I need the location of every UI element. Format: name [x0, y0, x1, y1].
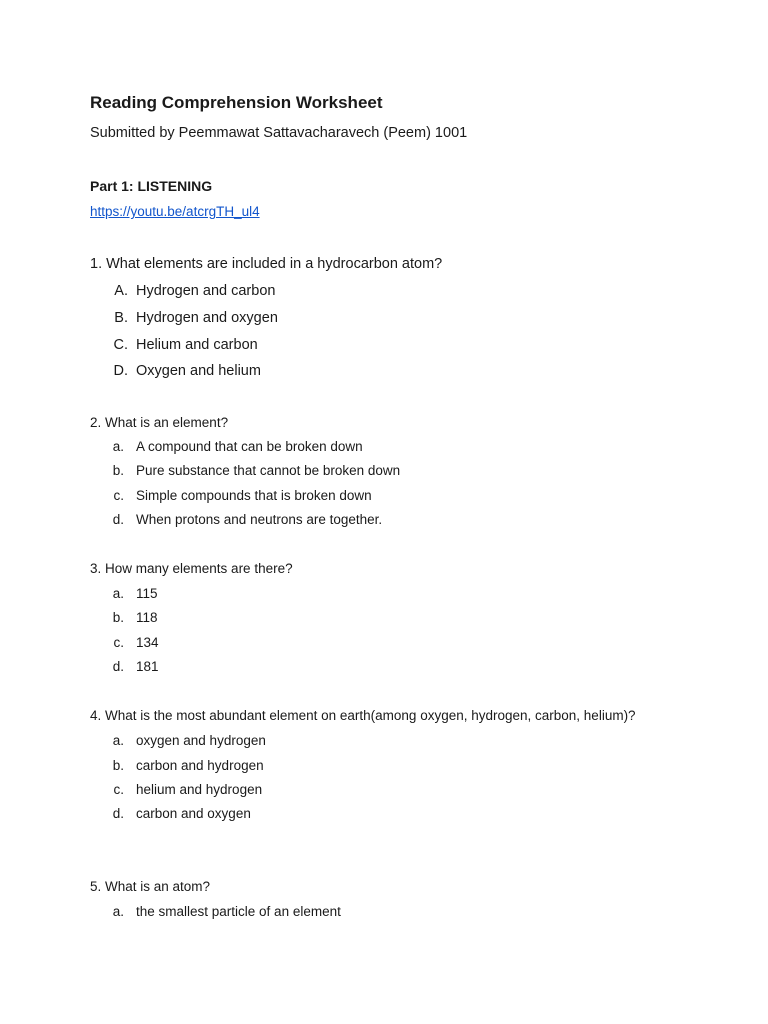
- option-letter: C.: [113, 337, 128, 353]
- option-text: oxygen and hydrogen: [136, 733, 266, 748]
- option-text: Oxygen and helium: [136, 363, 261, 379]
- option-text: 118: [136, 610, 158, 625]
- question-1-text: 1. What elements are included in a hydrocarbon atom?: [90, 256, 443, 272]
- option-letter: B.: [114, 310, 128, 326]
- question-5-text: 5. What is an atom?: [90, 879, 211, 894]
- option-letter: c.: [113, 635, 124, 650]
- option-letter: d.: [112, 806, 124, 821]
- question-2-text: 2. What is an element?: [90, 415, 229, 430]
- question-4-text: 4. What is the most abundant element on earth(among oxygen, hydrogen, carbon, helium)?: [90, 708, 636, 723]
- option-letter: a.: [112, 904, 124, 919]
- option-letter: A.: [114, 283, 128, 299]
- option-letter: d.: [112, 512, 124, 527]
- option-text: the smallest particle of an element: [136, 904, 341, 919]
- option-letter: b.: [112, 610, 124, 625]
- listening-video-link[interactable]: https://youtu.be/atcrgTH_ul4: [90, 204, 260, 219]
- option-text: carbon and oxygen: [136, 806, 251, 821]
- option-text: 134: [136, 635, 159, 650]
- option-text: When protons and neutrons are together.: [136, 512, 383, 527]
- submitted-by-line: Submitted by Peemmawat Sattavacharavech (Peem) 1001: [90, 125, 468, 141]
- option-text: Hydrogen and carbon: [136, 283, 276, 299]
- option-text: Pure substance that cannot be broken down: [136, 463, 401, 478]
- option-letter: a.: [112, 586, 124, 601]
- option-letter: a.: [112, 733, 124, 748]
- worksheet-title: Reading Comprehension Worksheet: [90, 93, 383, 112]
- option-letter: c.: [113, 488, 124, 503]
- question-3-text: 3. How many elements are there?: [90, 561, 293, 576]
- option-letter: D.: [113, 363, 128, 379]
- option-letter: b.: [112, 758, 124, 773]
- option-text: Helium and carbon: [136, 337, 258, 353]
- option-letter: c.: [113, 782, 124, 797]
- option-text: Simple compounds that is broken down: [136, 488, 372, 503]
- option-text: 115: [136, 586, 158, 601]
- option-text: Hydrogen and oxygen: [136, 310, 278, 326]
- option-text: helium and hydrogen: [136, 782, 263, 797]
- option-letter: d.: [112, 659, 124, 674]
- option-text: A compound that can be broken down: [136, 439, 363, 454]
- option-text: 181: [136, 659, 159, 674]
- option-letter: b.: [112, 463, 124, 478]
- option-letter: a.: [112, 439, 124, 454]
- option-text: carbon and hydrogen: [136, 758, 264, 773]
- part1-heading: Part 1: LISTENING: [90, 178, 213, 194]
